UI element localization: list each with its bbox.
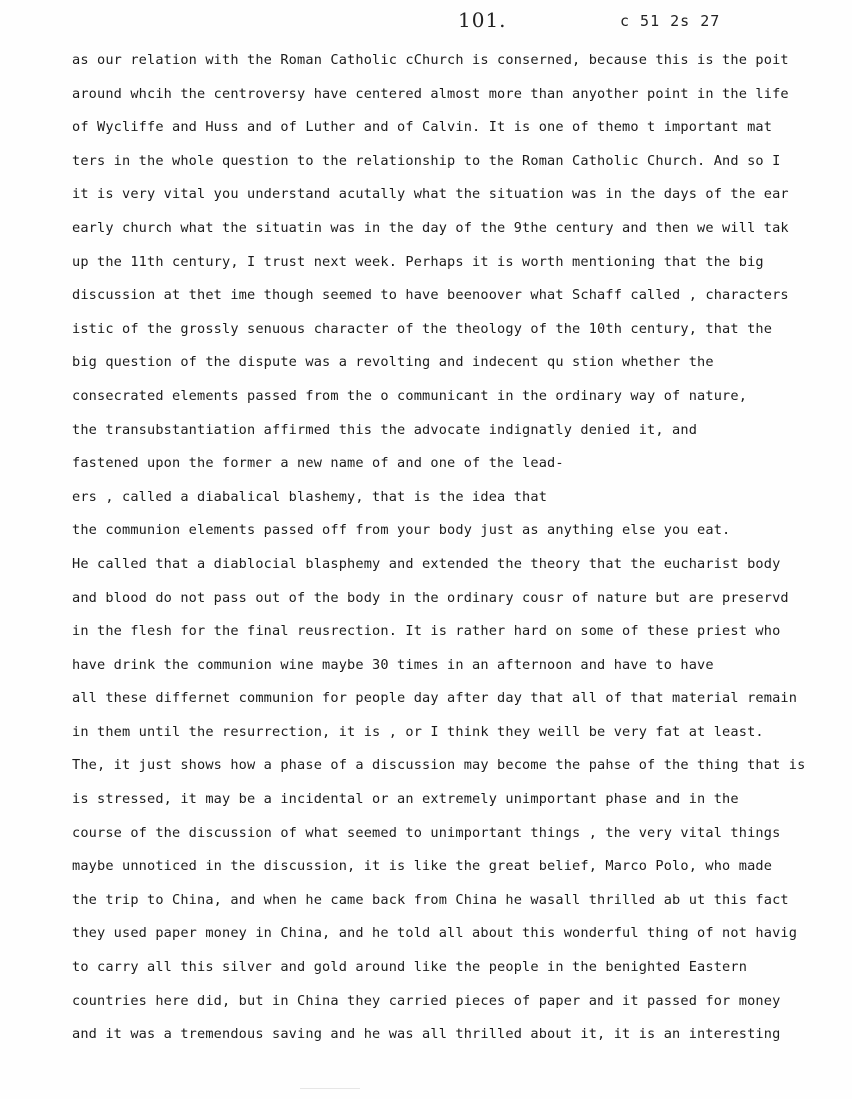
text-line: as our relation with the Roman Catholic cChurch is conserned, because this is the poit [72, 52, 789, 68]
text-line: in them until the resurrection, it is , or I think they weill be very fat at least. [72, 723, 764, 740]
text-line: discussion at thet ime though seemed to have beenoover what Schaff called , characters [72, 287, 789, 304]
scan-artifact [300, 1088, 360, 1089]
text-line: of Wycliffe and Huss and of Luther and of Calvin. It is one of themo t important mat [72, 119, 773, 136]
text-line: istic of the grossly senuous character of the theology of the 10th century, that the [72, 320, 773, 337]
text-line: big question of the dispute was a revolting and indecent qu stion whether the [72, 354, 714, 371]
text-line: early church what the situatin was in the day of the 9the century and then we will tak [72, 219, 789, 236]
text-line: maybe unnoticed in the discussion, it is like the great belief, Marco Polo, who made [72, 858, 773, 875]
text-line: the trip to China, and when he came back from China he wasall thrilled ab ut this fact [72, 891, 789, 908]
text-line: is stressed, it may be a incidental or an extremely unimportant phase and in the [72, 791, 739, 808]
text-line: the transubstantiation affirmed this the advocate indignatly denied it, and [72, 421, 698, 438]
reference-code: c 51 2s 27 [620, 12, 721, 30]
text-line: all these differnet communion for people day after day that all of that material remain [72, 690, 798, 707]
text-line: The, it just shows how a phase of a discussion may become the pahse of the thing that is [72, 757, 806, 774]
text-line: the communion elements passed off from your body just as anything else you eat. [72, 522, 731, 539]
text-line: countries here did, but in China they carried pieces of paper and it passed for money [72, 992, 781, 1009]
text-line: have drink the communion wine maybe 30 times in an afternoon and have to have [72, 656, 714, 673]
text-line: course of the discussion of what seemed to unimportant things , the very vital things [72, 824, 781, 841]
text-line: and blood do not pass out of the body in the ordinary cousr of nature but are preservd [72, 589, 789, 606]
page-number: 101. [458, 8, 507, 32]
text-line: ters in the whole question to the relationship to the Roman Catholic Church. And so I [72, 152, 781, 169]
text-line: He called that a diablocial blasphemy and extended the theory that the eucharist body [72, 555, 781, 572]
text-line: around whcih the centroversy have centered almost more than anyother point in the life [72, 85, 789, 102]
text-line: to carry all this silver and gold around like the people in the benighted Eastern [72, 959, 748, 976]
text-line: consecrated elements passed from the o communicant in the ordinary way of nature, [72, 387, 748, 404]
text-line: they used paper money in China, and he told all about this wonderful thing of not havig [72, 925, 798, 942]
text-line: up the 11th century, I trust next week. Perhaps it is worth mentioning that the big [72, 253, 764, 270]
text-line: it is very vital you understand acutally what the situation was in the days of the ear [72, 186, 789, 203]
body-text [72, 44, 807, 1052]
text-line: ers , called a diabalical blashemy, that is the idea that [72, 488, 548, 505]
text-line: fastened upon the former a new name of and one of the lead- [72, 455, 564, 472]
text-line: in the flesh for the final reusrection. It is rather hard on some of these priest who [72, 623, 781, 640]
text-line: and it was a tremendous saving and he was all thrilled about it, it is an interesting [72, 1026, 781, 1043]
